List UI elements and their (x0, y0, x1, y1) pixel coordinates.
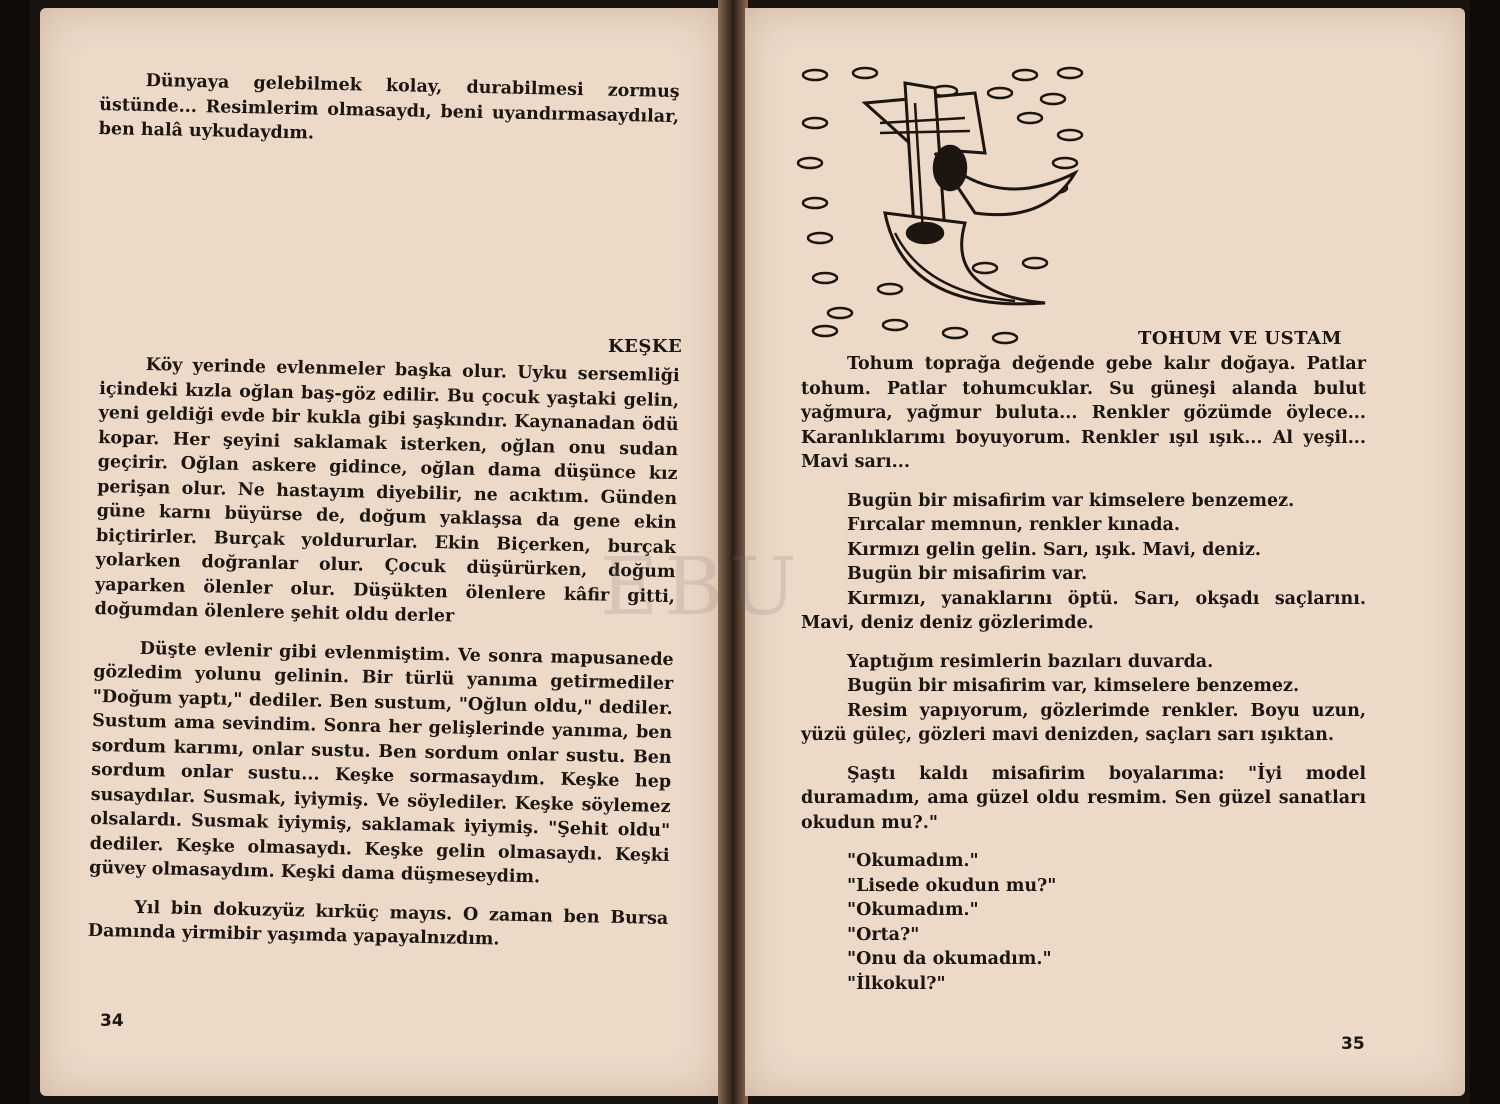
verse-line-4: Bugün bir misafirim var. (847, 564, 1088, 584)
page-number-right: 35 (1341, 1034, 1365, 1054)
page-number-left: 34 (100, 1011, 124, 1031)
right-edge (1470, 0, 1500, 1104)
body-paragraph-3: Yıl bin dokuzyüz kırküç mayıs. O zaman ben Bursa Damında yirmibir yaşımda yapayalnızdım. (87, 897, 669, 950)
right-body (801, 352, 1366, 996)
verse-line-2: Fırcalar memnun, renkler kınada. (847, 515, 1180, 535)
left-edge (0, 0, 30, 1104)
body-paragraph-1: Tohum toprağa değende gebe kalır doğaya. Patlar tohum. Patlar tohumcuklar. Su güneşi alanda bulut yağmura, yağmur buluta... Renkler gözümde öylece... Karanlıklarımı boyuyorum. Renkler ışıl ışık... Al yeşil... Mavi sarı... (801, 354, 1366, 472)
dialogue-line-6: "İlkokul?" (847, 973, 946, 994)
dialogue-block (801, 849, 1366, 996)
body-paragraph-2: Düşte evlenir gibi evlenmiştim. Ve sonra mapusanede gözledim yolunu gelinin. Bir türlü yanıma getirmediler "Doğum yaptı," dediler. Ben sustum, "Oğlun oldu," dediler. Sustum ama sevindim. Sonra her gelişlerinde yanıma, ben sordum karımı, onlar sustu. Ben sordum onlar sustu. Ben sordum onlar sustu... Keşke sormasaydım. Keşke hep susaydılar. Susmak, iyiymiş. Ve söylediler. Keşke söylemez olsalardı. Susmak iyiymiş, saklamak iyiymiş. "Şehit oldu" dediler. Keşke olmasaydı. Keşke gelin olmasaydı. Keşki güvey olmasaydım. Keşki dama düşmeseydim. (88, 638, 674, 888)
dialogue-line-2: "Lisede okudun mu?" (847, 875, 1057, 896)
right-page (745, 8, 1465, 1096)
dialogue-line-1: "Okumadım." (847, 851, 979, 871)
dialogue-line-5: "Onu da okumadım." (847, 949, 1052, 969)
body-paragraph-1: Köy yerinde evlenmeler başka olur. Uyku sersemliği içindeki kızla oğlan baş-göz edilir. Bu çocuk yaştaki gelin, yeni geldiği evde bir kukla gibi şaşkındır. Kaynanadan ödü kopar. Her şeyini saklamak isterken, oğlan onu sudan geçirir. Oğlan askere gidince, oğlan dama düşünce kız perişan olur. Ne hastayım diyebilir, ne acıktım. Günden güne karnı büyürse de, doğum yaklaşsa da gene ekin biçtirirler. Burçak yoldururlar. Ekin Biçerken, burçak yolarken doğranlar olur. Çocuk düşürürken, doğum yaparken ölenler olur. Düşükten ölenlere kâfir gitti, doğumdan ölenlere şehit oldu derler (94, 354, 680, 627)
verse-line-6: Yaptığım resimlerin bazıları duvarda. (847, 651, 1214, 672)
keske-heading: KEŞKE (608, 336, 683, 357)
woodcut-seedling-icon (795, 63, 1095, 353)
verse-line-7: Bugün bir misafirim var, kimselere benzemez. (847, 676, 1300, 696)
verse-line-1: Bugün bir misafirim var kimselere benzemez. (847, 490, 1295, 511)
verse-line-3: Kırmızı gelin gelin. Sarı, ışık. Mavi, deniz. (847, 539, 1261, 560)
tohum-heading: TOHUM VE USTAM (1138, 328, 1342, 349)
dialogue-line-4: "Orta?" (847, 924, 920, 945)
dialogue-line-3: "Okumadım." (847, 900, 979, 920)
verse-line-5: Kırmızı, yanaklarını öptü. Sarı, okşadı saçlarını. Mavi, deniz deniz gözlerimde. (801, 588, 1366, 633)
left-intro (98, 68, 679, 154)
verse-block (801, 489, 1366, 748)
left-body (88, 352, 680, 956)
watermark: EBU (600, 540, 803, 633)
intro-paragraph: Dünyaya gelebilmek kolay, durabilmesi zormuş üstünde... Resimlerim olmasaydı, beni uyandırmasaydılar, ben halâ uykudaydım. (98, 70, 680, 144)
verse-line-8: Resim yapıyorum, gözlerimde renkler. Boyu uzun, yüzü güleç, gözleri mavi denizden, saçları sarı ışıktan. (801, 700, 1366, 745)
body-paragraph-2: Şaştı kaldı misafirim boyalarıma: "İyi model duramadım, ama güzel oldu resmim. Sen güzel sanatları okudun mu?." (801, 763, 1366, 833)
